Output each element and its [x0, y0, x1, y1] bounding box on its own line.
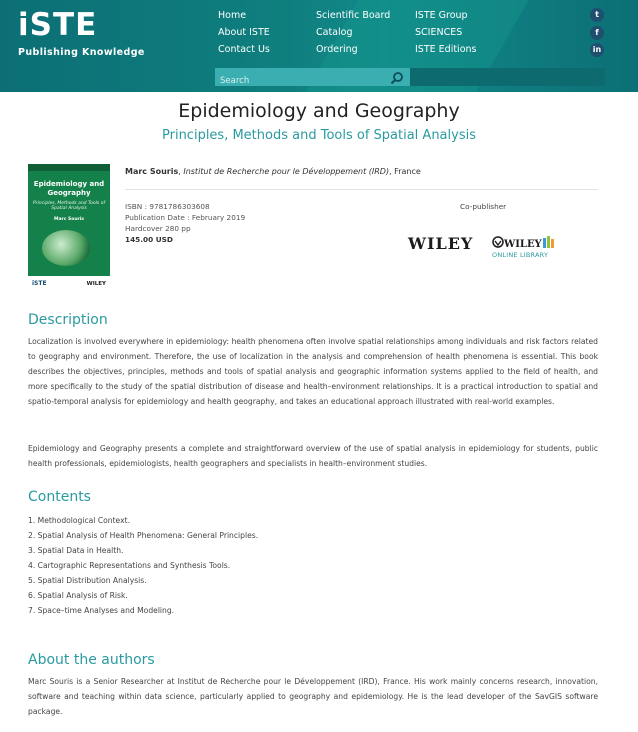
contents-item: 3. Spatial Data in Health. — [28, 546, 124, 555]
author-name: Marc Souris — [125, 167, 179, 176]
nav-about[interactable]: About ISTE — [218, 27, 270, 38]
logo-wordmark: iSTE — [18, 7, 98, 43]
linkedin-icon[interactable]: in — [590, 43, 604, 57]
contents-heading: Contents — [28, 489, 91, 505]
author-affiliation: Institut de Recherche pour le Développement (IRD) — [183, 167, 390, 176]
contents-item: 7. Space–time Analyses and Modeling. — [28, 606, 175, 615]
site-logo[interactable] — [18, 7, 145, 58]
search-input[interactable] — [215, 72, 380, 90]
cover-publisher-logo: iSTE — [32, 280, 47, 287]
cover-title: Epidemiology and Geography — [33, 180, 105, 197]
site-header — [0, 0, 638, 92]
search-bar — [215, 68, 410, 86]
book-title: Epidemiology and Geography — [178, 100, 460, 122]
twitter-icon[interactable]: t — [590, 8, 604, 22]
copublisher-label: Co-publisher — [460, 202, 507, 211]
nav-sciences[interactable]: SCIENCES — [415, 27, 463, 38]
wol-emblem-icon — [492, 236, 504, 248]
description-text: Localization is involved everywhere in epidemiology: health phenomena often involve spatial relationships among individuals and risk factors related to geography and environment. Therefore, the use of localization in the analysis and comprehension of health phenomena is essential. This book describes the objectives, principles, methods and tools of spatial analysis and geographic information systems applied to the field of health, and more specifically to the study of the spatial distribution of disease and health–environment relationships. It is a practical introduction to spatial and spatio-temporal analysis for epidemiology and health geography, and takes an educational approach illustrated with real-world examples. — [28, 337, 598, 406]
wiley-online-library-logo[interactable]: WILEY ONLINE LIBRARY — [492, 232, 556, 259]
contents-item: 4. Cartographic Representations and Synthesis Tools. — [28, 561, 231, 570]
nav-catalog[interactable]: Catalog — [316, 27, 353, 38]
cover-subtitle: Principles, Methods and Tools of Spatial Analysis — [32, 201, 106, 211]
cover-copublisher-logo: WILEY — [86, 281, 106, 287]
nav-iste-group[interactable]: ISTE Group — [415, 10, 468, 21]
globe-illustration — [42, 230, 90, 266]
book-subtitle: Principles, Methods and Tools of Spatial Analysis — [162, 128, 476, 143]
description-text-2: Epidemiology and Geography presents a complete and straightforward overview of the use of spatial analysis in epidemiology for students, public health professionals, epidemiologists, health geographers and specialists in health–environment studies. — [28, 444, 598, 468]
cover-author: Marc Souris — [54, 217, 84, 222]
book-format: Hardcover 280 pp — [125, 224, 191, 233]
nav-contact[interactable]: Contact Us — [218, 44, 270, 55]
books-icon — [542, 236, 556, 248]
book-cover[interactable] — [28, 164, 110, 292]
author-country: , France — [389, 167, 421, 176]
book-price: 145.00 USD — [125, 235, 173, 244]
isbn: ISBN : 9781786303608 — [125, 202, 210, 211]
description-heading: Description — [28, 312, 108, 328]
about-authors-heading: About the authors — [28, 652, 155, 668]
facebook-icon[interactable]: f — [590, 26, 604, 40]
nav-home[interactable]: Home — [218, 10, 247, 21]
nav-iste-editions[interactable]: ISTE Editions — [415, 44, 477, 55]
divider — [125, 189, 598, 190]
nav-ordering[interactable]: Ordering — [316, 44, 358, 55]
logo-tagline: Publishing Knowledge — [18, 47, 145, 58]
contents-item: 1. Methodological Context. — [28, 516, 130, 525]
wiley-logo[interactable]: WILEY — [408, 234, 474, 253]
nav-scientific-board[interactable]: Scientific Board — [316, 10, 391, 21]
author-line: Marc Souris, Institut de Recherche pour le Développement (IRD), France — [125, 167, 421, 176]
contents-item: 6. Spatial Analysis of Risk. — [28, 591, 128, 600]
contents-item: 5. Spatial Distribution Analysis. — [28, 576, 147, 585]
publication-date: Publication Date : February 2019 — [125, 213, 246, 222]
search-icon[interactable] — [390, 70, 404, 89]
contents-item: 2. Spatial Analysis of Health Phenomena: General Principles. — [28, 531, 259, 540]
about-authors-text: Marc Souris is a Senior Researcher at Institut de Recherche pour le Développement (IRD), France. His work mainly concerns research, innovation, software and teaching within data science, particularly applied to geography and epidemiology. He is the lead developer of the SavGIS software package. — [28, 677, 598, 716]
